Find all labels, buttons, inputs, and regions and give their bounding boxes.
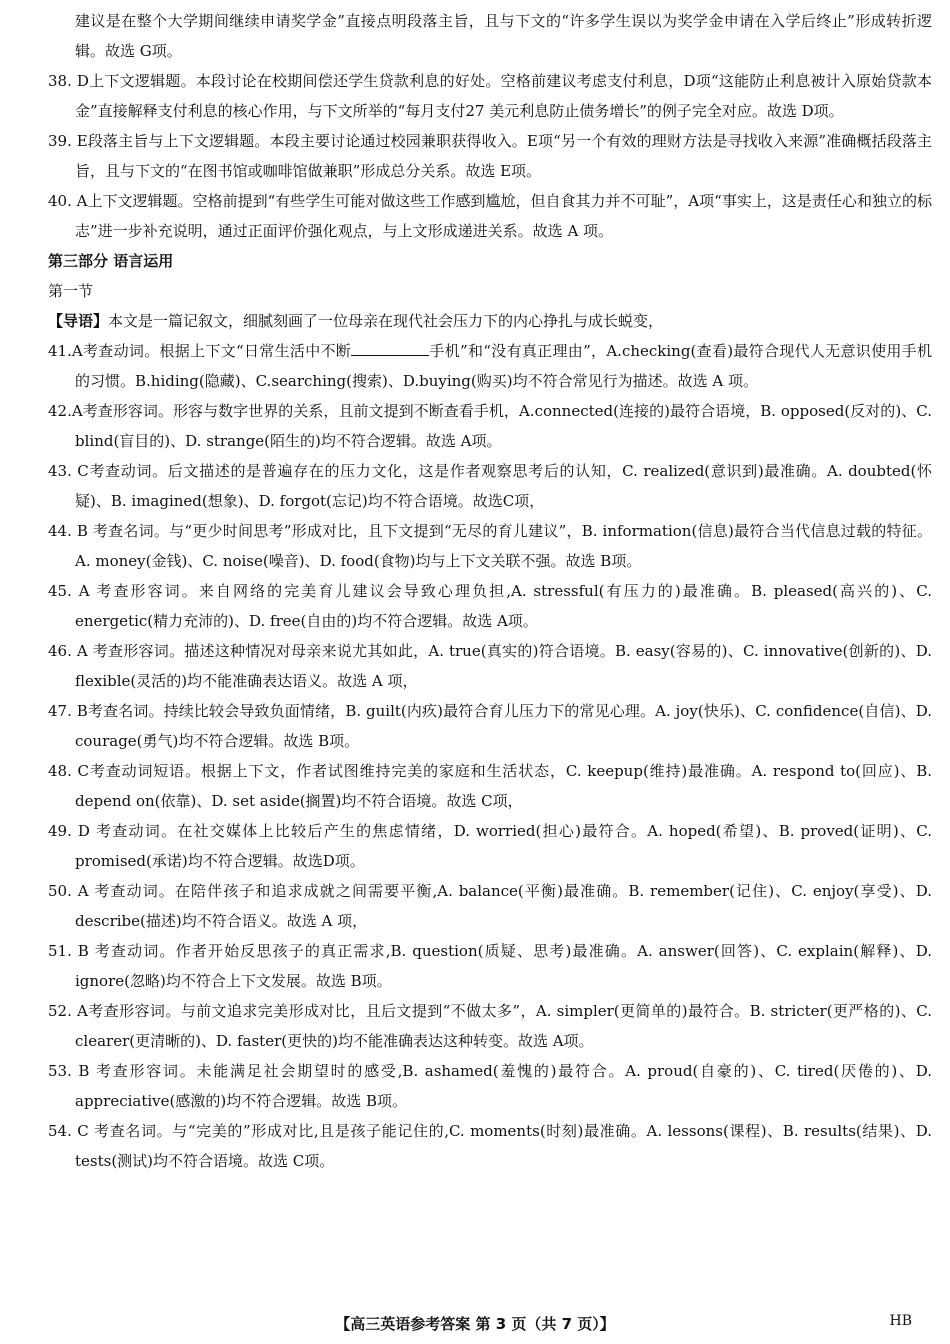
section-title: 第一节 [48, 282, 94, 300]
intro-text: 本文是一篇记叙文，细腻刻画了一位母亲在现代社会压力下的内心挣扎与成长蜕变， [108, 312, 664, 330]
q40-explanation: 40. A上下文逻辑题。空格前提到“有些学生可能对做这些工作感到尴尬，但自食其力并不可耻”，A项“事实上，这是责任心和独立的标志”进一步补充说明，通过正面评价强化观点，与上文形成递进关系。故选 A 项。 [48, 192, 932, 240]
q37-continuation: 建议是在整个大学期间继续申请奖学金”直接点明段落主旨，且与下文的“许多学生误以为奖学金申请在入学后终止”形成转折逻辑。故选 G项。 [75, 12, 932, 60]
q48-explanation: 48. C考查动词短语。根据上下文，作者试图维持完美的家庭和生活状态，C. keepup(维持)最准确。A. respond to(回应)、B. depend on(依靠)、D. set aside(搁置)均不符合语境。故选 C项， [48, 762, 932, 810]
footer-code: HB [889, 1313, 912, 1329]
q50-explanation: 50. A 考查动词。在陪伴孩子和追求成就之间需要平衡,A. balance(平衡)最准确。B. remember(记住)、C. enjoy(享受)、D. describe(描述)均不符合语义。故选 A 项， [48, 882, 932, 930]
q43-explanation: 43. C考查动词。后文描述的是普遍存在的压力文化，这是作者观察思考后的认知，C. realized(意识到)最准确。A. doubted(怀疑)、B. imagined(想象)、D. forgot(忘记)均不符合语境。故选C项， [48, 462, 932, 510]
q38-explanation: 38. D上下文逻辑题。本段讨论在校期间偿还学生贷款利息的好处。空格前建议考虑支付利息，D项“这能防止利息被计入原始贷款本金”直接解释支付利息的核心作用，与下文所举的“每月支付27 美元利息防止债务增长”的例子完全对应。故选 D项。 [48, 72, 932, 120]
blank-line [351, 341, 429, 356]
q54-explanation: 54. C 考查名词。与“完美的”形成对比,且是孩子能记住的,C. moments(时刻)最准确。A. lessons(课程)、B. results(结果)、D. tests(测试)均不符合语境。故选 C项。 [48, 1122, 932, 1170]
answer-key-page [48, 6, 932, 1176]
q49-explanation: 49. D 考查动词。在社交媒体上比较后产生的焦虑情绪，D. worried(担心)最符合。A. hoped(希望)、B. proved(证明)、C. promised(承诺)均不符合逻辑。故选D项。 [48, 822, 932, 870]
q46-explanation: 46. A 考查形容词。描述这种情况对母亲来说尤其如此，A. true(真实的)符合语境。B. easy(容易的)、C. innovative(创新的)、D. flexible(灵活的)均不能准确表达语义。故选 A 项， [48, 642, 932, 690]
q44-explanation: 44. B 考查名词。与“更少时间思考”形成对比，且下文提到“无尽的育儿建议”，B. information(信息)最符合当代信息过载的特征。A. money(金钱)、C. noise(噪音)、D. food(食物)均与上下文关联不强。故选 B项。 [48, 522, 932, 570]
q41-text-b: 手机”和“没有真正理由”，A.checking(查看)最符合现代人无意识使用手机的习惯。B.hiding(隐藏)、C.searching(搜索)、D.buying(购买)均不符合常见行为描述。故选 A 项。 [75, 342, 932, 390]
intro [48, 306, 932, 336]
q42-explanation: 42.A考查形容词。形容与数字世界的关系，且前文提到不断查看手机，A.connected(连接的)最符合语境，B. opposed(反对的)、C. blind(盲目的)、D. strange(陌生的)均不符合逻辑。故选 A项。 [48, 402, 932, 450]
q41-text-a: 41.A考查动词。根据上下文“日常生活中不断 [48, 342, 352, 360]
intro-tag: 【导语】 [48, 312, 109, 330]
q47-explanation: 47. B考查名词。持续比较会导致负面情绪，B. guilt(内疚)最符合育儿压力下的常见心理。A. joy(快乐)、C. confidence(自信)、D. courage(勇气)均不符合逻辑。故选 B项。 [48, 702, 932, 750]
q41-explanation [48, 336, 932, 396]
q52-explanation: 52. A考查形容词。与前文追求完美形成对比，且后文提到“不做太多”，A. simpler(更简单的)最符合。B. stricter(更严格的)、C. clearer(更清晰的)、D. faster(更快的)均不能准确表达这种转变。故选 A项。 [48, 1002, 932, 1050]
q53-explanation: 53. B 考查形容词。未能满足社会期望时的感受,B. ashamed(羞愧的)最符合。A. proud(自豪的)、C. tired(厌倦的)、D. appreciative(感激的)均不符合逻辑。故选 B项。 [48, 1062, 932, 1110]
footer-page-info: 【高三英语参考答案 第 3 页（共 7 页）】 [335, 1315, 615, 1333]
q45-explanation: 45. A 考查形容词。来自网络的完美育儿建议会导致心理负担,A. stressful(有压力的)最准确。B. pleased(高兴的)、C. energetic(精力充沛的)、D. free(自由的)均不符合逻辑。故选 A项。 [48, 582, 932, 630]
page-footer [0, 1313, 950, 1337]
q39-explanation: 39. E段落主旨与上下文逻辑题。本段主要讨论通过校园兼职获得收入。E项“另一个有效的理财方法是寻找收入来源”准确概括段落主旨，且与下文的“在图书馆或咖啡馆做兼职”形成总分关系。故选 E项。 [48, 132, 932, 180]
q51-explanation: 51. B 考查动词。作者开始反思孩子的真正需求,B. question(质疑、思考)最准确。A. answer(回答)、C. explain(解释)、D. ignore(忽略)均不符合上下文发展。故选 B项。 [48, 942, 932, 990]
part-title: 第三部分 语言运用 [48, 252, 174, 270]
